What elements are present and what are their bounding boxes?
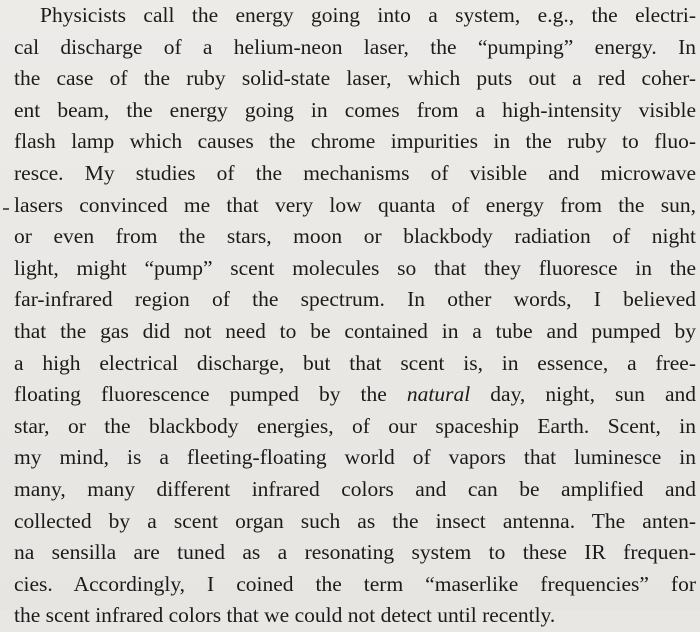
text-line: far-infrared region of the spectrum. In other words, I believed (14, 287, 696, 312)
text-line: na sensilla are tuned as a resonating system to these IR frequen- (14, 540, 696, 565)
margin-mark (3, 208, 9, 210)
text-line: cies. Accordingly, I coined the term “maserlike frequencies” for (14, 571, 696, 596)
text-line: collected by a scent organ such as the insect antenna. The anten- (14, 508, 696, 533)
text-line: many, many different infrared colors and can be amplified and (14, 476, 696, 501)
text-line: Physicists call the energy going into a system, e.g., the electri- (40, 3, 696, 27)
text-line: flash lamp which causes the chrome impurities in the ruby to fluo- (14, 129, 696, 154)
text-line: lasers convinced me that very low quanta of energy from the sun, (14, 192, 696, 217)
text-line: star, or the blackbody energies, of our spaceship Earth. Scent, in (14, 413, 696, 438)
text-line: the scent infrared colors that we could not detect until recently. (14, 603, 556, 628)
text-line: that the gas did not need to be contained in a tube and pumped by (14, 318, 696, 343)
emphasized-word: natural (406, 382, 471, 407)
text-line: floating fluorescence pumped by the natural day, night, sun and (14, 382, 696, 407)
text-line: ent beam, the energy going in comes from a high-intensity visible (14, 97, 696, 122)
text-line: a high electrical discharge, but that scent is, in essence, a free- (14, 350, 696, 375)
body-paragraph (14, 0, 696, 632)
text-line: or even from the stars, moon or blackbody radiation of night (14, 224, 696, 249)
text-line: cal discharge of a helium-neon laser, the “pumping” energy. In (14, 34, 696, 59)
text-line: light, might “pump” scent molecules so that they fluoresce in the (14, 255, 696, 280)
text-line: the case of the ruby solid-state laser, which puts out a red coher- (14, 66, 696, 91)
text-line: my mind, is a fleeting-floating world of vapors that luminesce in (14, 445, 696, 470)
text-line: resce. My studies of the mechanisms of visible and microwave (14, 160, 696, 185)
